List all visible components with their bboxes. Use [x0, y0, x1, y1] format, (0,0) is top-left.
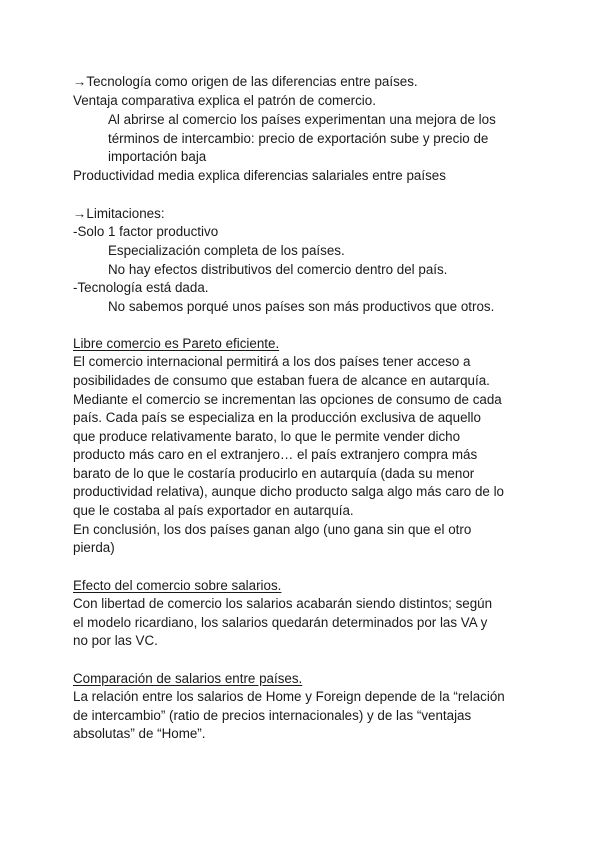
limitaciones-heading: →Limitaciones: — [73, 206, 165, 221]
pareto-line: que le costaba al país exportador en autarquía. — [73, 503, 354, 518]
pareto-line: El comercio internacional permitirá a los dos países tener acceso a — [73, 354, 471, 369]
limitacion-subitem: No sabemos porqué unos países son más productivos que otros. — [108, 299, 495, 314]
salarios-line: no por las VC. — [73, 633, 158, 648]
intro-line: Ventaja comparativa explica el patrón de comercio. — [73, 93, 376, 108]
pareto-line: En conclusión, los dos países ganan algo (uno gana sin que el otro — [73, 522, 472, 537]
salarios-line: el modelo ricardiano, los salarios quedarán determinados por las VA y — [73, 615, 488, 630]
comparacion-line: absolutas” de “Home”. — [73, 726, 206, 741]
pareto-heading: Libre comercio es Pareto eficiente. — [73, 336, 280, 351]
intro-indent-line: términos de intercambio: precio de exportación sube y precio de — [108, 131, 489, 146]
limitacion-subitem: Especialización completa de los países. — [108, 243, 345, 258]
limitacion-subitem: No hay efectos distributivos del comercio dentro del país. — [108, 262, 448, 277]
salarios-line: Con libertad de comercio los salarios acabarán siendo distintos; según — [73, 596, 493, 611]
comparacion-line: de intercambio” (ratio de precios internacionales) y de las “ventajas — [73, 708, 472, 723]
comparacion-heading: Comparación de salarios entre países. — [73, 671, 303, 686]
pareto-line: productividad relativa), aunque dicho producto salga algo más caro de lo — [73, 484, 504, 499]
intro-line: Productividad media explica diferencias salariales entre países — [73, 168, 446, 183]
intro-line: →Tecnología como origen de las diferencias entre países. — [73, 74, 418, 89]
intro-indent-line: importación baja — [108, 149, 207, 164]
comparacion-line: La relación entre los salarios de Home y Foreign depende de la “relación — [73, 689, 505, 704]
pareto-line: barato de lo que le costaría producirlo en autarquía (dada su menor — [73, 466, 475, 481]
intro-indent-line: Al abrirse al comercio los países experimentan una mejora de los — [108, 112, 496, 127]
pareto-line: que produce relativamente barato, lo que le permite vender dicho — [73, 429, 461, 444]
limitacion-item: -Solo 1 factor productivo — [73, 224, 219, 239]
pareto-line: Mediante el comercio se incrementan las opciones de consumo de cada — [73, 392, 502, 407]
limitacion-item: -Tecnología está dada. — [73, 280, 209, 295]
pareto-line: pierda) — [73, 540, 115, 555]
pareto-line: posibilidades de consumo que estaban fuera de alcance en autarquía. — [73, 373, 490, 388]
pareto-line: producto más caro en el extranjero… el país extranjero compra más — [73, 447, 478, 462]
pareto-line: país. Cada país se especializa en la producción exclusiva de aquello — [73, 410, 481, 425]
salarios-heading: Efecto del comercio sobre salarios. — [73, 578, 282, 593]
